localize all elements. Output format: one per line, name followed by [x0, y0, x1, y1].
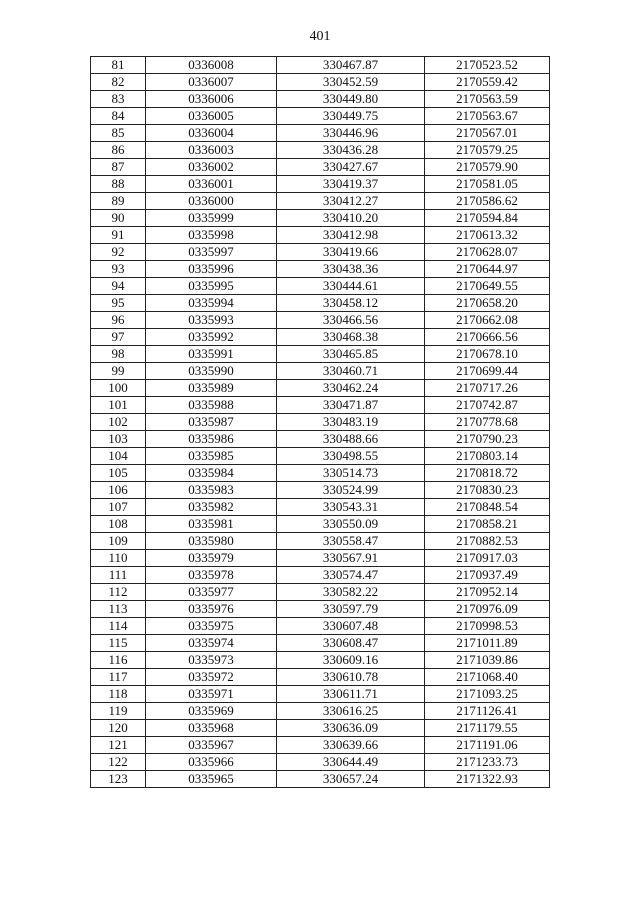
table-row: [91, 601, 550, 618]
row-number-cell: 101: [91, 397, 146, 414]
x-coordinate-cell: 330410.20: [277, 210, 425, 227]
y-coordinate-cell: 2170579.25: [425, 142, 550, 159]
point-id-cell: 0335984: [146, 465, 277, 482]
table-row: [91, 244, 550, 261]
table-row: [91, 380, 550, 397]
x-coordinate-cell: 330412.98: [277, 227, 425, 244]
table-row: [91, 516, 550, 533]
point-id-cell: 0335969: [146, 703, 277, 720]
table-row: [91, 91, 550, 108]
table-row: [91, 618, 550, 635]
y-coordinate-cell: 2170778.68: [425, 414, 550, 431]
row-number-cell: 108: [91, 516, 146, 533]
point-id-cell: 0335972: [146, 669, 277, 686]
point-id-cell: 0335987: [146, 414, 277, 431]
y-coordinate-cell: 2171179.55: [425, 720, 550, 737]
table-row: [91, 567, 550, 584]
row-number-cell: 123: [91, 771, 146, 788]
row-number-cell: 99: [91, 363, 146, 380]
table-row: [91, 312, 550, 329]
y-coordinate-cell: 2170581.05: [425, 176, 550, 193]
row-number-cell: 88: [91, 176, 146, 193]
x-coordinate-cell: 330574.47: [277, 567, 425, 584]
row-number-cell: 109: [91, 533, 146, 550]
x-coordinate-cell: 330465.85: [277, 346, 425, 363]
x-coordinate-cell: 330610.78: [277, 669, 425, 686]
y-coordinate-cell: 2170699.44: [425, 363, 550, 380]
x-coordinate-cell: 330419.37: [277, 176, 425, 193]
row-number-cell: 118: [91, 686, 146, 703]
table-row: [91, 652, 550, 669]
y-coordinate-cell: 2170586.62: [425, 193, 550, 210]
y-coordinate-cell: 2170678.10: [425, 346, 550, 363]
point-id-cell: 0335967: [146, 737, 277, 754]
table-row: [91, 125, 550, 142]
point-id-cell: 0335968: [146, 720, 277, 737]
table-row: [91, 720, 550, 737]
y-coordinate-cell: 2170628.07: [425, 244, 550, 261]
point-id-cell: 0335990: [146, 363, 277, 380]
row-number-cell: 114: [91, 618, 146, 635]
x-coordinate-cell: 330639.66: [277, 737, 425, 754]
row-number-cell: 87: [91, 159, 146, 176]
x-coordinate-cell: 330543.31: [277, 499, 425, 516]
table-row: [91, 176, 550, 193]
point-id-cell: 0335985: [146, 448, 277, 465]
point-id-cell: 0335975: [146, 618, 277, 635]
point-id-cell: 0335994: [146, 295, 277, 312]
row-number-cell: 86: [91, 142, 146, 159]
y-coordinate-cell: 2170594.84: [425, 210, 550, 227]
y-coordinate-cell: 2170937.49: [425, 567, 550, 584]
y-coordinate-cell: 2171039.86: [425, 652, 550, 669]
y-coordinate-cell: 2170742.87: [425, 397, 550, 414]
y-coordinate-cell: 2170666.56: [425, 329, 550, 346]
row-number-cell: 89: [91, 193, 146, 210]
row-number-cell: 122: [91, 754, 146, 771]
table-row: [91, 210, 550, 227]
x-coordinate-cell: 330438.36: [277, 261, 425, 278]
row-number-cell: 116: [91, 652, 146, 669]
y-coordinate-cell: 2170613.32: [425, 227, 550, 244]
table-row: [91, 431, 550, 448]
point-id-cell: 0335999: [146, 210, 277, 227]
row-number-cell: 121: [91, 737, 146, 754]
point-id-cell: 0335978: [146, 567, 277, 584]
y-coordinate-cell: 2170790.23: [425, 431, 550, 448]
point-id-cell: 0335965: [146, 771, 277, 788]
y-coordinate-cell: 2170649.55: [425, 278, 550, 295]
y-coordinate-cell: 2170952.14: [425, 584, 550, 601]
x-coordinate-cell: 330524.99: [277, 482, 425, 499]
row-number-cell: 91: [91, 227, 146, 244]
y-coordinate-cell: 2171233.73: [425, 754, 550, 771]
x-coordinate-cell: 330462.24: [277, 380, 425, 397]
point-id-cell: 0336007: [146, 74, 277, 91]
point-id-cell: 0336006: [146, 91, 277, 108]
row-number-cell: 82: [91, 74, 146, 91]
point-id-cell: 0335974: [146, 635, 277, 652]
point-id-cell: 0335983: [146, 482, 277, 499]
table-row: [91, 74, 550, 91]
y-coordinate-cell: 2171126.41: [425, 703, 550, 720]
table-row: [91, 57, 550, 74]
x-coordinate-cell: 330449.75: [277, 108, 425, 125]
y-coordinate-cell: 2170717.26: [425, 380, 550, 397]
table-row: [91, 499, 550, 516]
row-number-cell: 105: [91, 465, 146, 482]
y-coordinate-cell: 2170803.14: [425, 448, 550, 465]
row-number-cell: 94: [91, 278, 146, 295]
row-number-cell: 110: [91, 550, 146, 567]
row-number-cell: 98: [91, 346, 146, 363]
x-coordinate-cell: 330427.67: [277, 159, 425, 176]
y-coordinate-cell: 2170644.97: [425, 261, 550, 278]
table-row: [91, 261, 550, 278]
coordinates-table-body: [91, 57, 550, 788]
x-coordinate-cell: 330550.09: [277, 516, 425, 533]
point-id-cell: 0335979: [146, 550, 277, 567]
point-id-cell: 0335986: [146, 431, 277, 448]
table-row: [91, 465, 550, 482]
y-coordinate-cell: 2170523.52: [425, 57, 550, 74]
point-id-cell: 0335966: [146, 754, 277, 771]
table-row: [91, 159, 550, 176]
point-id-cell: 0335982: [146, 499, 277, 516]
y-coordinate-cell: 2170579.90: [425, 159, 550, 176]
point-id-cell: 0335998: [146, 227, 277, 244]
row-number-cell: 90: [91, 210, 146, 227]
x-coordinate-cell: 330468.38: [277, 329, 425, 346]
point-id-cell: 0335977: [146, 584, 277, 601]
table-row: [91, 737, 550, 754]
x-coordinate-cell: 330636.09: [277, 720, 425, 737]
table-row: [91, 397, 550, 414]
y-coordinate-cell: 2171011.89: [425, 635, 550, 652]
point-id-cell: 0336003: [146, 142, 277, 159]
x-coordinate-cell: 330483.19: [277, 414, 425, 431]
x-coordinate-cell: 330460.71: [277, 363, 425, 380]
table-row: [91, 754, 550, 771]
x-coordinate-cell: 330582.22: [277, 584, 425, 601]
x-coordinate-cell: 330471.87: [277, 397, 425, 414]
coordinates-table: [90, 56, 550, 788]
table-row: [91, 533, 550, 550]
x-coordinate-cell: 330597.79: [277, 601, 425, 618]
x-coordinate-cell: 330467.87: [277, 57, 425, 74]
row-number-cell: 83: [91, 91, 146, 108]
y-coordinate-cell: 2171068.40: [425, 669, 550, 686]
y-coordinate-cell: 2170882.53: [425, 533, 550, 550]
table-row: [91, 363, 550, 380]
table-row: [91, 414, 550, 431]
row-number-cell: 113: [91, 601, 146, 618]
row-number-cell: 104: [91, 448, 146, 465]
point-id-cell: 0335992: [146, 329, 277, 346]
x-coordinate-cell: 330644.49: [277, 754, 425, 771]
point-id-cell: 0336001: [146, 176, 277, 193]
row-number-cell: 111: [91, 567, 146, 584]
table-row: [91, 278, 550, 295]
x-coordinate-cell: 330609.16: [277, 652, 425, 669]
point-id-cell: 0336002: [146, 159, 277, 176]
point-id-cell: 0336005: [146, 108, 277, 125]
point-id-cell: 0335997: [146, 244, 277, 261]
x-coordinate-cell: 330616.25: [277, 703, 425, 720]
x-coordinate-cell: 330449.80: [277, 91, 425, 108]
x-coordinate-cell: 330498.55: [277, 448, 425, 465]
y-coordinate-cell: 2170662.08: [425, 312, 550, 329]
point-id-cell: 0335991: [146, 346, 277, 363]
x-coordinate-cell: 330488.66: [277, 431, 425, 448]
table-row: [91, 295, 550, 312]
x-coordinate-cell: 330436.28: [277, 142, 425, 159]
point-id-cell: 0336008: [146, 57, 277, 74]
y-coordinate-cell: 2171322.93: [425, 771, 550, 788]
x-coordinate-cell: 330458.12: [277, 295, 425, 312]
table-row: [91, 329, 550, 346]
point-id-cell: 0335973: [146, 652, 277, 669]
y-coordinate-cell: 2170998.53: [425, 618, 550, 635]
table-row: [91, 635, 550, 652]
row-number-cell: 112: [91, 584, 146, 601]
row-number-cell: 106: [91, 482, 146, 499]
point-id-cell: 0335971: [146, 686, 277, 703]
table-row: [91, 346, 550, 363]
x-coordinate-cell: 330412.27: [277, 193, 425, 210]
x-coordinate-cell: 330452.59: [277, 74, 425, 91]
x-coordinate-cell: 330514.73: [277, 465, 425, 482]
y-coordinate-cell: 2171191.06: [425, 737, 550, 754]
point-id-cell: 0335995: [146, 278, 277, 295]
row-number-cell: 120: [91, 720, 146, 737]
row-number-cell: 119: [91, 703, 146, 720]
table-row: [91, 703, 550, 720]
y-coordinate-cell: 2171093.25: [425, 686, 550, 703]
page-number: 401: [309, 29, 331, 44]
row-number-cell: 84: [91, 108, 146, 125]
x-coordinate-cell: 330558.47: [277, 533, 425, 550]
table-row: [91, 771, 550, 788]
row-number-cell: 93: [91, 261, 146, 278]
y-coordinate-cell: 2170818.72: [425, 465, 550, 482]
y-coordinate-cell: 2170567.01: [425, 125, 550, 142]
y-coordinate-cell: 2170830.23: [425, 482, 550, 499]
point-id-cell: 0335993: [146, 312, 277, 329]
table-row: [91, 584, 550, 601]
table-row: [91, 686, 550, 703]
table-row: [91, 193, 550, 210]
table-row: [91, 448, 550, 465]
row-number-cell: 102: [91, 414, 146, 431]
y-coordinate-cell: 2170563.59: [425, 91, 550, 108]
y-coordinate-cell: 2170858.21: [425, 516, 550, 533]
x-coordinate-cell: 330611.71: [277, 686, 425, 703]
x-coordinate-cell: 330466.56: [277, 312, 425, 329]
row-number-cell: 85: [91, 125, 146, 142]
x-coordinate-cell: 330608.47: [277, 635, 425, 652]
x-coordinate-cell: 330446.96: [277, 125, 425, 142]
row-number-cell: 92: [91, 244, 146, 261]
table-row: [91, 550, 550, 567]
point-id-cell: 0335996: [146, 261, 277, 278]
x-coordinate-cell: 330607.48: [277, 618, 425, 635]
row-number-cell: 115: [91, 635, 146, 652]
x-coordinate-cell: 330567.91: [277, 550, 425, 567]
y-coordinate-cell: 2170658.20: [425, 295, 550, 312]
point-id-cell: 0335980: [146, 533, 277, 550]
point-id-cell: 0335981: [146, 516, 277, 533]
row-number-cell: 103: [91, 431, 146, 448]
y-coordinate-cell: 2170563.67: [425, 108, 550, 125]
table-row: [91, 482, 550, 499]
x-coordinate-cell: 330444.61: [277, 278, 425, 295]
y-coordinate-cell: 2170976.09: [425, 601, 550, 618]
table-row: [91, 142, 550, 159]
row-number-cell: 81: [91, 57, 146, 74]
table-row: [91, 227, 550, 244]
y-coordinate-cell: 2170848.54: [425, 499, 550, 516]
point-id-cell: 0336000: [146, 193, 277, 210]
row-number-cell: 117: [91, 669, 146, 686]
table-row: [91, 669, 550, 686]
point-id-cell: 0335976: [146, 601, 277, 618]
x-coordinate-cell: 330419.66: [277, 244, 425, 261]
row-number-cell: 96: [91, 312, 146, 329]
y-coordinate-cell: 2170559.42: [425, 74, 550, 91]
row-number-cell: 107: [91, 499, 146, 516]
row-number-cell: 97: [91, 329, 146, 346]
x-coordinate-cell: 330657.24: [277, 771, 425, 788]
table-row: [91, 108, 550, 125]
point-id-cell: 0336004: [146, 125, 277, 142]
y-coordinate-cell: 2170917.03: [425, 550, 550, 567]
row-number-cell: 100: [91, 380, 146, 397]
point-id-cell: 0335989: [146, 380, 277, 397]
point-id-cell: 0335988: [146, 397, 277, 414]
row-number-cell: 95: [91, 295, 146, 312]
